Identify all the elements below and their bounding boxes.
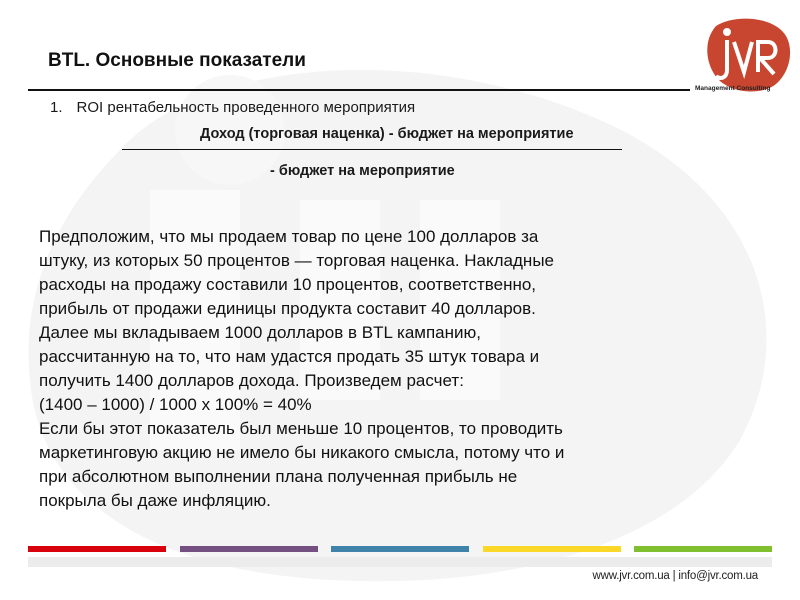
- color-bar-blue: [331, 546, 469, 552]
- footer-contacts: www.jvr.com.ua | info@jvr.com.ua: [592, 570, 758, 582]
- body-line: штуку, из которых 50 процентов — торговая наценка. Накладные: [39, 251, 554, 270]
- slide-title: BTL. Основные показатели: [48, 50, 306, 71]
- body-line: прибыль от продажи единицы продукта составит 40 долларов.: [39, 299, 536, 318]
- title-divider: [28, 89, 690, 91]
- body-line: рассчитанную на то, что нам удастся продать 35 штук товара и: [39, 347, 540, 366]
- body-line: получить 1400 долларов дохода. Произведем расчет:: [39, 371, 464, 390]
- list-item-roi: [50, 99, 415, 116]
- footer-gray-band: [28, 557, 772, 567]
- formula-denominator: - бюджет на мероприятие: [270, 163, 455, 179]
- body-line: маркетинговую акцию не имело бы никакого смысла, потому что и: [39, 443, 565, 462]
- formula-fraction-line: [122, 149, 622, 150]
- body-line: расходы на продажу составили 10 процентов, соответственно,: [39, 275, 537, 294]
- logo-caption: Management Consulting: [695, 85, 771, 92]
- jvr-logo-icon: [694, 14, 794, 96]
- body-paragraph: [39, 225, 679, 513]
- list-item-number: 1.: [50, 99, 63, 116]
- footer-color-bars: [28, 546, 772, 552]
- color-bar-purple: [180, 546, 318, 552]
- color-bar-green: [634, 546, 772, 552]
- color-bar-red: [28, 546, 166, 552]
- formula-numerator: Доход (торговая наценка) - бюджет на мероприятие: [200, 126, 574, 142]
- body-line: Если бы этот показатель был меньше 10 процентов, то проводить: [39, 419, 563, 438]
- body-line: покрыла бы даже инфляцию.: [39, 491, 271, 510]
- body-line: (1400 – 1000) / 1000 x 100% = 40%: [39, 395, 312, 414]
- color-bar-yellow: [483, 546, 621, 552]
- body-line: при абсолютном выполнении плана полученная прибыль не: [39, 467, 518, 486]
- list-item-text: ROI рентабельность проведенного мероприятия: [76, 99, 416, 116]
- body-line: Далее мы вкладываем 1000 долларов в BTL кампанию,: [39, 323, 481, 342]
- body-line: Предположим, что мы продаем товар по цене 100 долларов за: [39, 227, 539, 246]
